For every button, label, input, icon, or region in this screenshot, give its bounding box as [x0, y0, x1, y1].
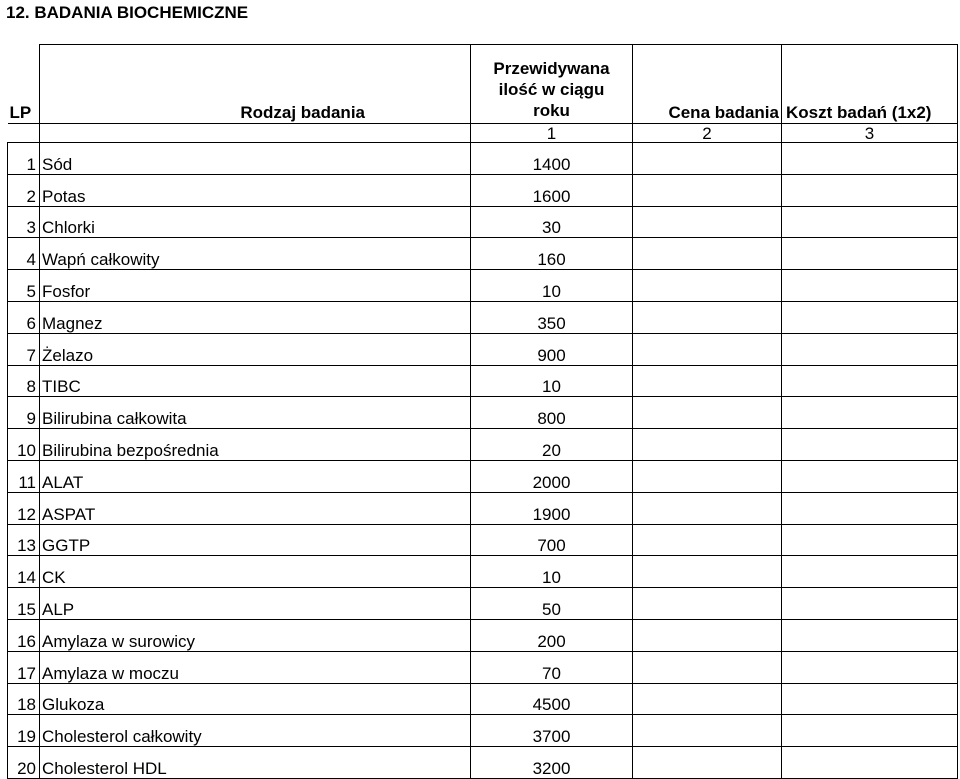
row-number: 2 — [8, 174, 40, 206]
row-cost — [782, 397, 958, 429]
row-cost — [782, 715, 958, 747]
row-number: 1 — [8, 143, 40, 175]
row-test-name: Cholesterol HDL — [40, 747, 471, 779]
row-cost — [782, 270, 958, 302]
column-number-empty — [8, 124, 40, 143]
row-test-name: Wapń całkowity — [40, 238, 471, 270]
row-quantity: 70 — [471, 651, 633, 683]
row-number: 15 — [8, 588, 40, 620]
row-price — [633, 715, 782, 747]
row-cost — [782, 143, 958, 175]
table-row — [8, 397, 958, 429]
row-cost — [782, 238, 958, 270]
row-test-name: Bilirubina całkowita — [40, 397, 471, 429]
row-test-name: CK — [40, 556, 471, 588]
row-quantity: 700 — [471, 524, 633, 556]
row-quantity: 350 — [471, 301, 633, 333]
table-header-row — [8, 45, 958, 124]
row-price — [633, 301, 782, 333]
header-test-name: Rodzaj badania — [40, 45, 471, 124]
row-quantity: 900 — [471, 333, 633, 365]
row-price — [633, 651, 782, 683]
table-row — [8, 333, 958, 365]
row-test-name: TIBC — [40, 365, 471, 397]
table-row — [8, 238, 958, 270]
row-number: 12 — [8, 492, 40, 524]
table-row — [8, 492, 958, 524]
row-price — [633, 524, 782, 556]
table-body — [8, 143, 958, 779]
row-test-name: Bilirubina bezpośrednia — [40, 429, 471, 461]
table-row — [8, 715, 958, 747]
table-row — [8, 301, 958, 333]
row-price — [633, 143, 782, 175]
tests-table — [7, 44, 958, 779]
row-price — [633, 460, 782, 492]
row-number: 4 — [8, 238, 40, 270]
table-row — [8, 651, 958, 683]
row-price — [633, 206, 782, 238]
row-test-name: Sód — [40, 143, 471, 175]
column-number-empty — [40, 124, 471, 143]
row-quantity: 2000 — [471, 460, 633, 492]
table-row — [8, 460, 958, 492]
row-price — [633, 619, 782, 651]
row-test-name: Żelazo — [40, 333, 471, 365]
row-price — [633, 397, 782, 429]
row-quantity: 1400 — [471, 143, 633, 175]
row-quantity: 3700 — [471, 715, 633, 747]
header-expected-quantity — [471, 45, 633, 124]
column-number-row — [8, 124, 958, 143]
column-number-1: 1 — [471, 124, 633, 143]
row-test-name: ASPAT — [40, 492, 471, 524]
table-row — [8, 683, 958, 715]
row-test-name: Amylaza w moczu — [40, 651, 471, 683]
row-test-name: Magnez — [40, 301, 471, 333]
row-number: 3 — [8, 206, 40, 238]
row-test-name: GGTP — [40, 524, 471, 556]
row-number: 10 — [8, 429, 40, 461]
row-test-name: Amylaza w surowicy — [40, 619, 471, 651]
row-cost — [782, 619, 958, 651]
row-price — [633, 556, 782, 588]
row-price — [633, 683, 782, 715]
row-number: 6 — [8, 301, 40, 333]
row-test-name: Fosfor — [40, 270, 471, 302]
column-number-3: 3 — [782, 124, 958, 143]
row-quantity: 200 — [471, 619, 633, 651]
row-quantity: 4500 — [471, 683, 633, 715]
row-cost — [782, 333, 958, 365]
row-cost — [782, 365, 958, 397]
row-quantity: 1600 — [471, 174, 633, 206]
row-cost — [782, 174, 958, 206]
header-cost: Koszt badań (1x2) — [782, 45, 958, 124]
row-quantity: 3200 — [471, 747, 633, 779]
column-number-2: 2 — [633, 124, 782, 143]
row-number: 11 — [8, 460, 40, 492]
row-number: 19 — [8, 715, 40, 747]
row-quantity: 10 — [471, 365, 633, 397]
row-price — [633, 492, 782, 524]
row-number: 16 — [8, 619, 40, 651]
row-quantity: 10 — [471, 270, 633, 302]
table-row — [8, 747, 958, 779]
row-number: 9 — [8, 397, 40, 429]
row-test-name: ALAT — [40, 460, 471, 492]
row-test-name: Potas — [40, 174, 471, 206]
row-number: 7 — [8, 333, 40, 365]
row-quantity: 20 — [471, 429, 633, 461]
row-price — [633, 333, 782, 365]
table-row — [8, 206, 958, 238]
row-test-name: ALP — [40, 588, 471, 620]
table-row — [8, 588, 958, 620]
row-test-name: Glukoza — [40, 683, 471, 715]
header-quantity-line-2: ilość w ciągu — [498, 80, 605, 99]
row-number: 18 — [8, 683, 40, 715]
row-cost — [782, 206, 958, 238]
row-cost — [782, 524, 958, 556]
row-price — [633, 365, 782, 397]
header-quantity-line-3: roku — [533, 101, 570, 120]
table-row — [8, 429, 958, 461]
row-number: 17 — [8, 651, 40, 683]
row-quantity: 50 — [471, 588, 633, 620]
header-quantity-line-1: Przewidywana — [493, 59, 610, 78]
row-cost — [782, 429, 958, 461]
table-row — [8, 270, 958, 302]
row-quantity: 800 — [471, 397, 633, 429]
row-cost — [782, 683, 958, 715]
row-price — [633, 429, 782, 461]
table-row — [8, 365, 958, 397]
table-row — [8, 174, 958, 206]
document-title: 12. BADANIA BIOCHEMICZNE — [6, 3, 249, 22]
row-cost — [782, 651, 958, 683]
row-price — [633, 747, 782, 779]
row-quantity: 160 — [471, 238, 633, 270]
row-number: 13 — [8, 524, 40, 556]
row-number: 8 — [8, 365, 40, 397]
header-lp: LP — [8, 45, 40, 124]
row-quantity: 1900 — [471, 492, 633, 524]
row-number: 5 — [8, 270, 40, 302]
table-row — [8, 524, 958, 556]
table-row — [8, 556, 958, 588]
row-cost — [782, 556, 958, 588]
row-price — [633, 588, 782, 620]
row-cost — [782, 588, 958, 620]
row-test-name: Chlorki — [40, 206, 471, 238]
row-number: 14 — [8, 556, 40, 588]
row-cost — [782, 301, 958, 333]
row-price — [633, 174, 782, 206]
row-cost — [782, 460, 958, 492]
row-price — [633, 270, 782, 302]
row-quantity: 10 — [471, 556, 633, 588]
row-cost — [782, 747, 958, 779]
row-cost — [782, 492, 958, 524]
row-number: 20 — [8, 747, 40, 779]
row-price — [633, 238, 782, 270]
header-price: Cena badania — [633, 45, 782, 124]
row-test-name: Cholesterol całkowity — [40, 715, 471, 747]
table-row — [8, 619, 958, 651]
row-quantity: 30 — [471, 206, 633, 238]
table-row — [8, 143, 958, 175]
